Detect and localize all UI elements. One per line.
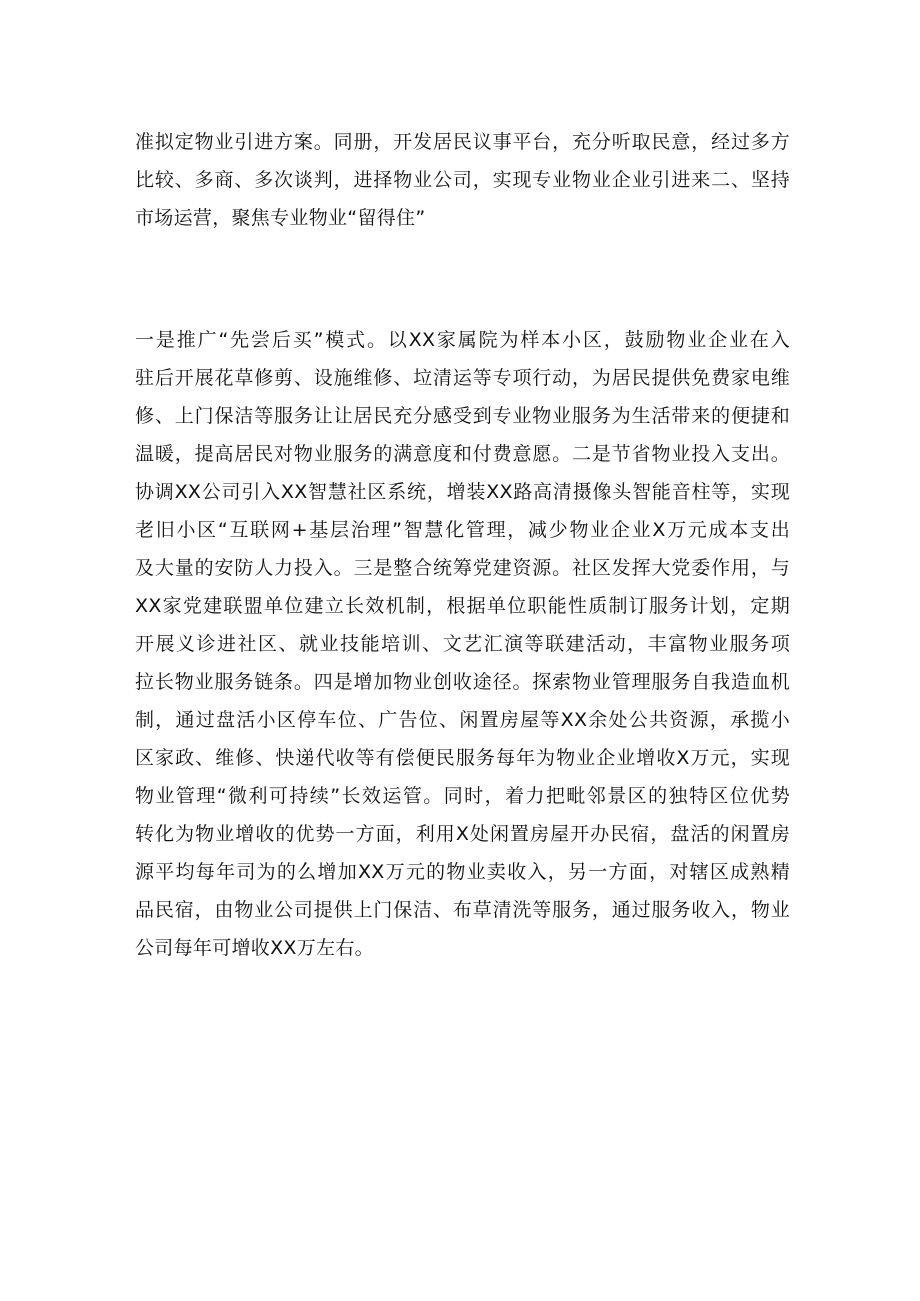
text-line: 修、上门保洁等服务让让居民充分感受到专业物业服务为生活带来的便捷和	[135, 405, 790, 427]
text-line: 一是推广“先尝后买”模式。以XX家属院为样本小区，鼓励物业企业在入	[135, 329, 790, 351]
text-line: 温暖，提高居民对物业服务的满意度和付费意愿。二是节省物业投入支出。	[135, 443, 790, 465]
text-line: 协调XX公司引入XX智慧社区系统，增装XX路高清摄像头智能音柱等，实现	[135, 481, 790, 503]
text-line: 开展义诊进社区、就业技能培训、文艺汇演等联建活动，丰富物业服务项	[135, 633, 790, 655]
text-line: 制，通过盘活小区停车位、广告位、闲置房屋等XX余处公共资源，承揽小	[135, 709, 790, 731]
text-line: 及大量的安防人力投入。三是整合统筹党建资源。社区发挥大党委作用，与	[135, 557, 790, 579]
text-line: 转化为物业增收的优势一方面，利用X处闲置房屋开办民宿，盘活的闲置房	[135, 823, 790, 845]
text-line: 品民宿，由物业公司提供上门保洁、布草清洗等服务，通过服务收入，物业	[135, 899, 790, 921]
text-line: 区家政、维修、快递代收等有偿便民服务每年为物业企业增收X万元，实现	[135, 747, 790, 769]
text-line: 老旧小区“互联网+基层治理”智慧化管理，减少物业企业X万元成本支出	[135, 519, 790, 541]
text-line: XX家党建联盟单位建立长效机制，根据单位职能性质制订服务计划，定期	[135, 595, 790, 617]
text-line: 驻后开展花草修剪、设施维修、垃清运等专项行动，为居民提供免费家电维	[135, 367, 790, 389]
text-line: 市场运营，聚焦专业物业“留得住”	[135, 207, 426, 229]
paragraph-1	[135, 123, 790, 237]
text-line: 源平均每年司为的么增加XX万元的物业卖收入，另一方面，对辖区成熟精	[135, 861, 790, 883]
text-line: 拉长物业服务链条。四是增加物业创收途径。探索物业管理服务自我造血机	[135, 671, 790, 693]
text-line: 准拟定物业引进方案。同册，开发居民议事平台，充分听取民意，经过多方	[135, 131, 790, 153]
text-line: 比较、多商、多次谈判，进择物业公司，实现专业物业企业引进来二、坚持	[135, 169, 790, 191]
text-line: 公司每年可增收XX万左右。	[135, 937, 374, 959]
text-line: 物业管理“微利可持续”长效运管。同时，着力把毗邻景区的独特区位优势	[135, 785, 790, 807]
paragraph-2	[135, 321, 790, 967]
